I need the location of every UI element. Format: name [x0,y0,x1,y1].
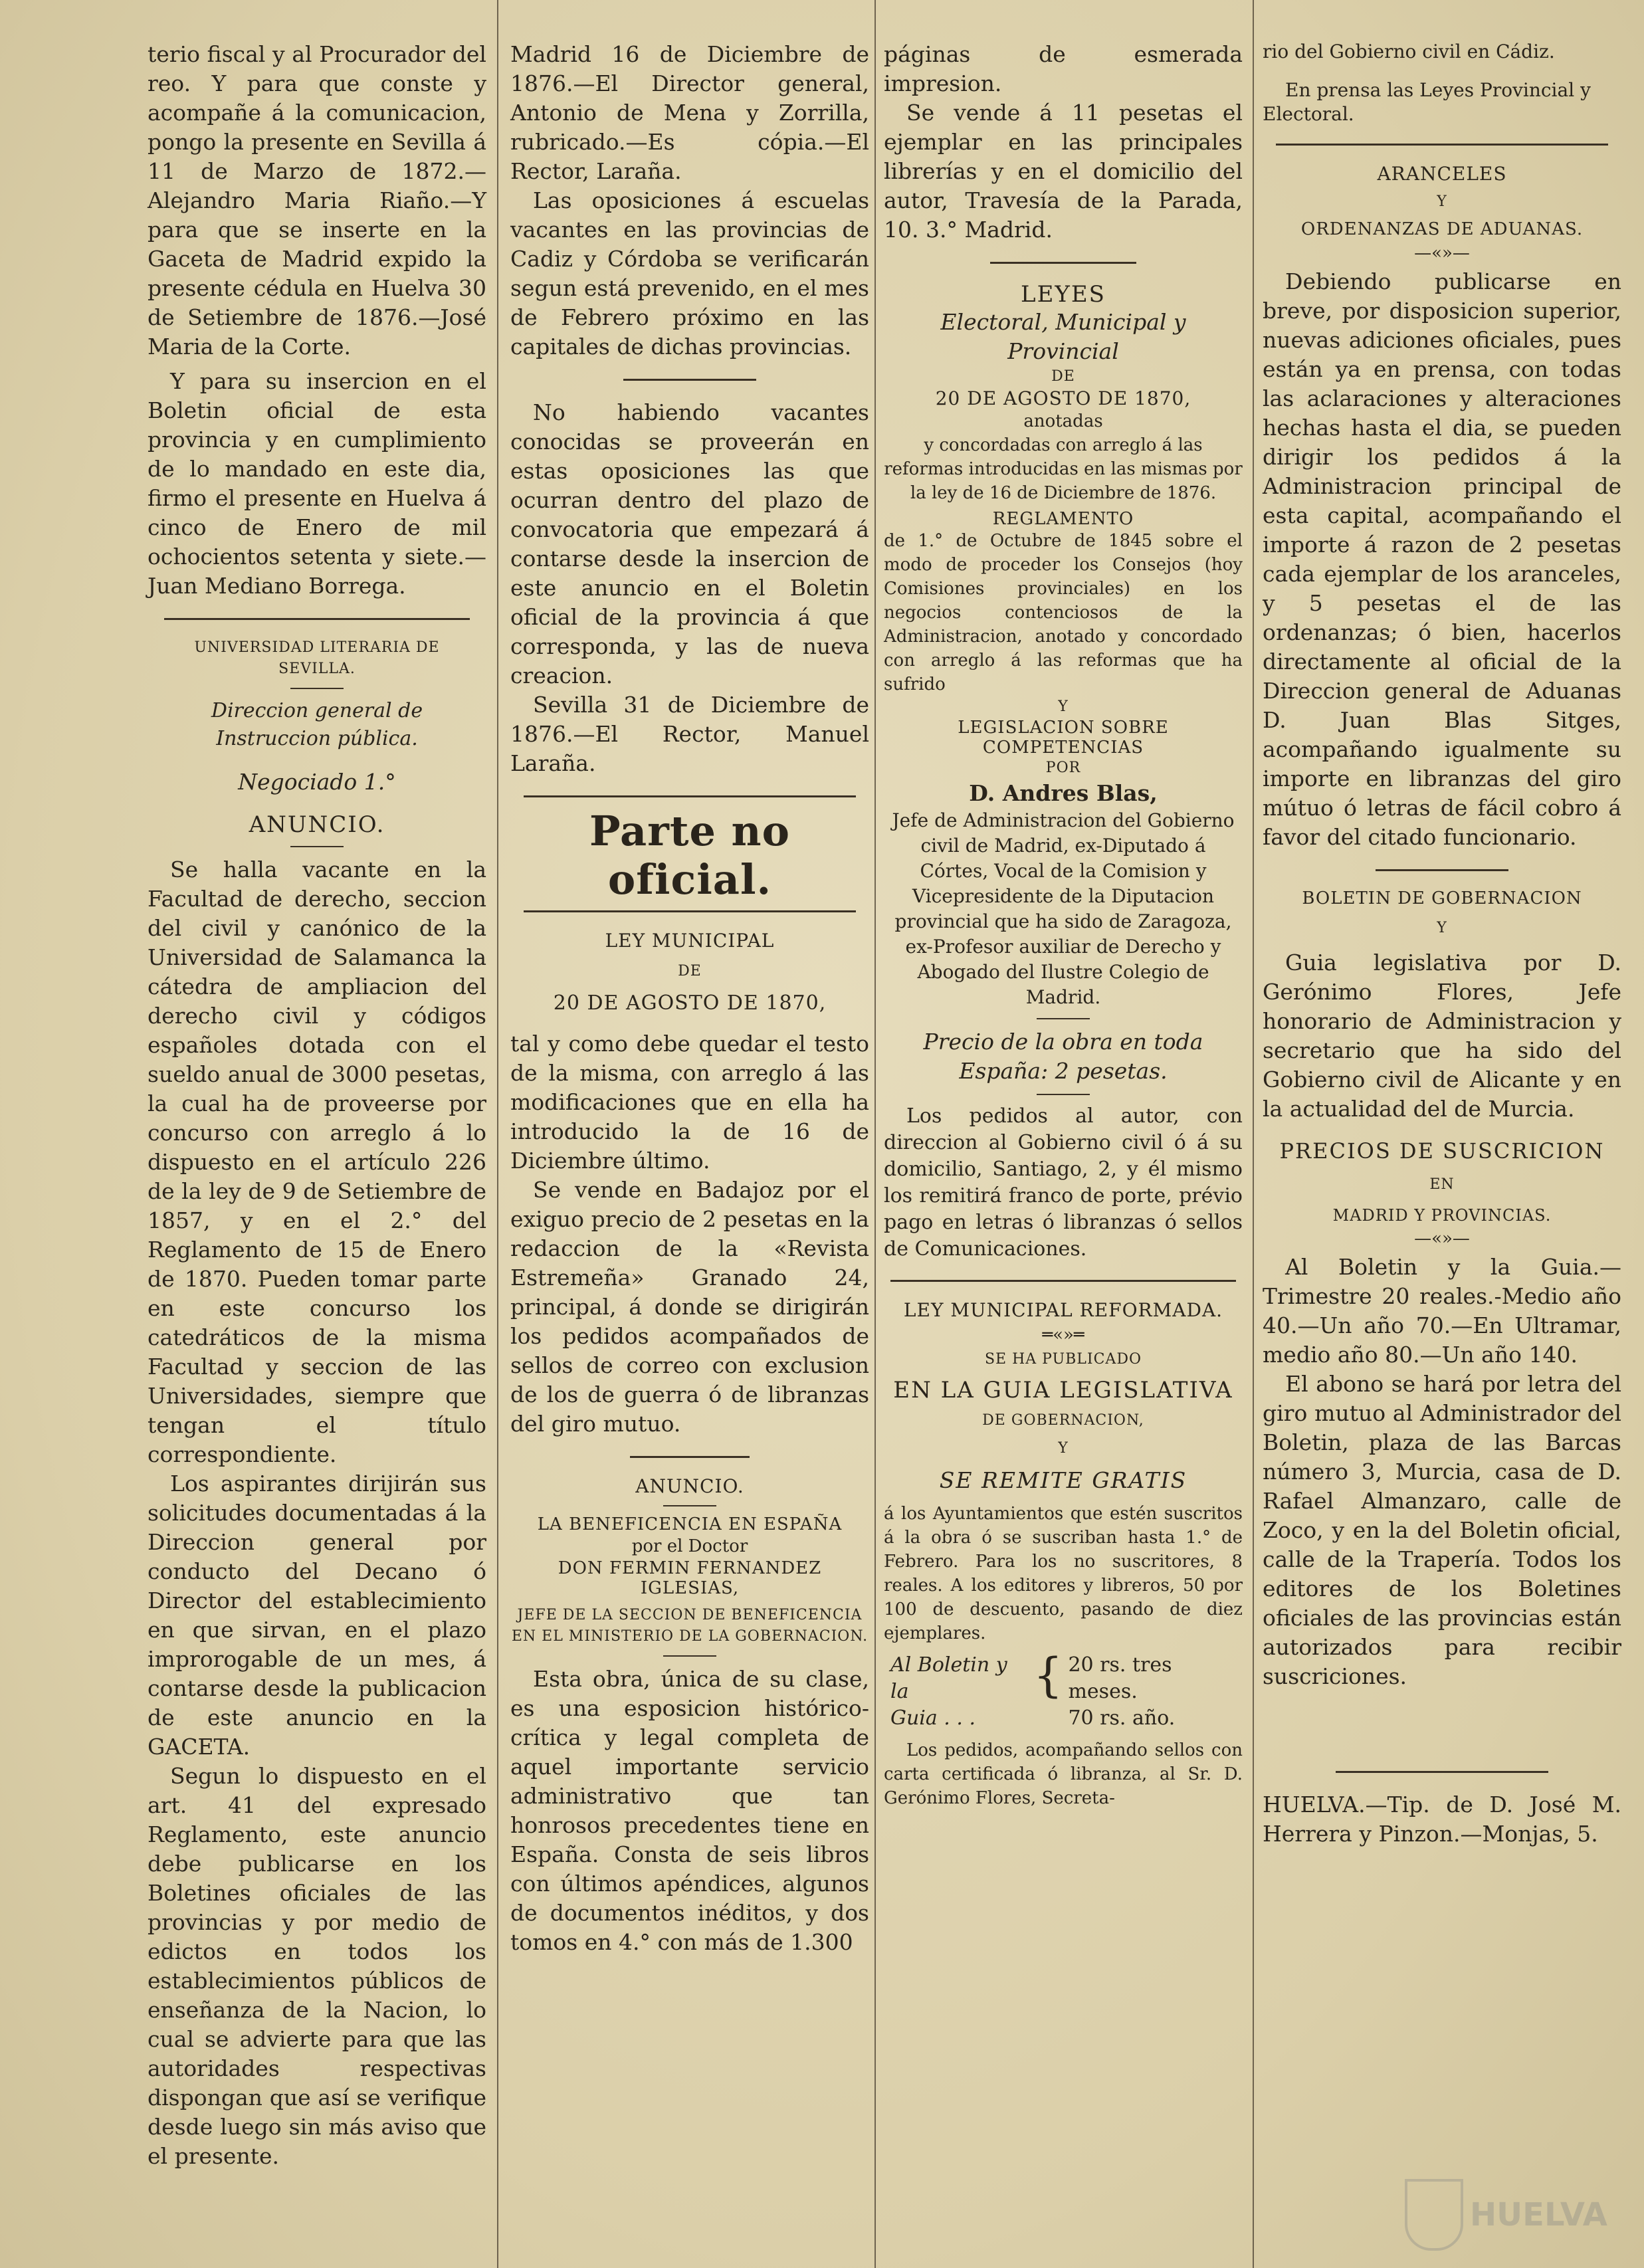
text: anotadas [1023,411,1103,431]
paragraph: Se halla vacante en la Facultad de derecho, seccion del civil y canónico de la Universidad de Salamanca la cátedra de ampliacion del derecho civil y códigos españoles dotada con el sueldo anual de 3000 pesetas, la cual ha de proveerse por concurso con arreglo á lo dispuesto en el artículo 226 de la ley de 9 de Setiembre de 1857, y en el 2.° del Reglamento de 15 de Enero de 1870. Pueden tomar parte en este concurso los catedráticos de la misma Facultad y seccion de las Universidades, siempre que tengan el título correspondiente. [148,857,486,1467]
short-rule [290,846,344,847]
column-1 [148,40,486,2171]
heading: por el Doctor [631,1536,748,1556]
heading: LA BENEFICENCIA EN ESPAÑA [537,1514,843,1534]
short-rule [1037,1018,1090,1019]
announcement-title: ANUNCIO. [249,811,385,838]
author: DON FERMIN FERNANDEZ IGLESIAS, [558,1558,822,1598]
short-rule [290,688,344,689]
paragraph: Se vende á 11 pesetas el ejemplar en las principales librerías y en el domicilio del autor, Travesía de la Parada, 10. 3.° Madrid. [884,100,1243,243]
shield-icon [1405,2179,1463,2251]
subheading: Electoral, Municipal y Provincial [940,309,1186,364]
price-label: Al Boletin y la [890,1653,1007,1703]
ornament: —«»— [1414,243,1470,263]
paragraph: á los Ayuntamientos que estén suscritos á la obra ó se suscriban hasta 1.° de Febrero. Para los no suscritores, 8 reales. A los editores y libreros, 50 por 100 de descuento, pasando de diez ejemplares. [884,1504,1243,1643]
heading: DE [678,963,702,979]
text: Y [1437,920,1447,936]
heading: DE [1051,368,1075,385]
column-rule [874,0,876,2268]
heading: REGLAMENTO [992,509,1134,529]
author-title: JEFE DE LA SECCION DE BENEFICENCIA EN EL MINISTERIO DE LA GOBERNACION. [511,1607,869,1645]
paragraph: El abono se hará por letra del giro mutuo al Administrador del Boletin, plaza de las Barcas número 3, Murcia, casa de D. Rafael Almanzaro, calle de Zoco, y en la del Boletin oficial, calle de la Trapería. Todos los editores de los Boletines oficiales de las provincias están autorizados para recibir suscriciones. [1263,1371,1621,1689]
paragraph: Se vende en Badajoz por el exiguo precio de 2 pesetas en la redaccion de la «Revista Estremeña» Granado 24, principal, á donde se dirigirán los pedidos acompañados de sellos de correo con exclusion de los de guerra ó de libranzas del giro mutuo. [510,1177,869,1437]
separator [1376,869,1508,871]
section-title: Parte no oficial. [589,807,790,904]
watermark-text: HUELVA [1470,2196,1607,2233]
text: Y [1058,1440,1069,1457]
paragraph: Madrid 16 de Diciembre de 1876.—El Director general, Antonio de Mena y Zorrilla, rubricado.—Es cópia.—El Rector, Laraña. [510,41,869,184]
column-rule [1253,0,1254,2268]
heading: MADRID Y PROVINCIAS. [1332,1206,1552,1225]
paragraph: rio del Gobierno civil en Cádiz. [1263,41,1555,62]
archive-watermark-logo [1405,2175,1617,2255]
heading: SE REMITE GRATIS [939,1467,1187,1493]
separator [890,1280,1236,1282]
ornament: —«»— [1414,1229,1470,1249]
paragraph: terio fiscal y al Procurador del reo. Y para que conste y acompañe á la comunicacion, pongo la presente en Sevilla á 11 de Marzo de 1872.—Alejandro Maria Riaño.—Y para que se inserte en la Gaceta de Madrid expido la presente cédula en Huelva 30 de Setiembre de 1876.—José Maria de la Corte. [148,41,486,360]
heading: LEYES [1021,281,1106,308]
heading: ORDENANZAS DE ADUANAS. [1300,219,1584,239]
separator [623,379,756,381]
paragraph: Y para su insercion en el Boletin oficial de esta provincia y en cumplimiento de lo mandado en este dia, firmo el presente en Huelva á cinco de Enero de mil ochocientos setenta y siete.—Juan Mediano Borrega. [148,368,486,599]
separator [1336,1771,1548,1773]
price-value: 20 rs. tres meses. [1068,1653,1172,1703]
announcement-title: ANUNCIO. [635,1475,744,1497]
price: Precio de la obra en toda España: 2 pesetas. [923,1029,1203,1084]
separator [1276,144,1608,146]
separator [630,1456,750,1458]
text: Y [1437,193,1447,210]
separator [990,262,1136,264]
imprint: HUELVA.—Tip. de D. José M. Herrera y Pinzon.—Monjas, 5. [1263,1792,1621,1847]
author-title: Jefe de Administracion del Gobierno civil de Madrid, ex-Diputado á Córtes, Vocal de la Comision y Vicepresidente de la Diputacion provincial que ha sido de Zaragoza, ex-Profesor auxiliar de Derecho y Abogado del Ilustre Colegio de Madrid. [892,809,1235,1008]
paragraph: Los aspirantes dirijirán sus solicitudes documentadas á la Direccion general por conducto del Decano ó Director del establecimiento en que sirvan, en el plazo improrogable de un mes, á contarse desde la publicacion de este anuncio en la GACETA. [148,1471,486,1760]
author: D. Andres Blas, [969,780,1158,806]
text: Y [1058,698,1069,715]
heading: EN LA GUIA LEGISLATIVA [893,1377,1233,1403]
section-heading: UNIVERSIDAD LITERARIA DE SEVILLA. [194,639,440,677]
brace: { [1033,1648,1063,1702]
paragraph: Al Boletin y la Guia.—Trimestre 20 reales.-Medio año 40.—Un año 70.—En Ultramar, medio año 80.—Un año 140. [1263,1254,1621,1368]
short-rule [663,1505,716,1506]
heading: PRECIOS DE SUSCRICION [1279,1138,1605,1164]
text: EN [1429,1176,1455,1193]
paragraph: Sevilla 31 de Diciembre de 1876.—El Rector, Manuel Laraña. [510,692,869,776]
heading: LEY MUNICIPAL REFORMADA. [903,1299,1223,1321]
price-table [890,1648,1243,1732]
paragraph: En prensa las Leyes Provincial y Electoral. [1263,79,1591,125]
text: de 1.° de Octubre de 1845 sobre el modo de proceder los Consejos (hoy Comisiones provinciales) en los negocios contenciosos de la Administracion, anotado y concordado con arreglo á las reformas que ha sufrido [884,531,1243,694]
text: POR [1045,760,1081,776]
paragraph: Segun lo dispuesto en el art. 41 del expresado Reglamento, este anuncio debe publicarse en los Boletines oficiales de las provincias y por medio de edictos en todos los establecimientos públicos de enseñanza de la Nacion, lo cual se advierte para que las autoridades respectivas dispongan que así se verifique desde luego sin más aviso que el presente. [148,1763,486,2169]
paragraph: Debiendo publicarse en breve, por disposicion superior, nuevas adiciones oficiales, pues están ya en prensa, con todas las aclaraciones y alteraciones hechas hasta el dia, se pueden dirigir los pedidos á la Administracion principal de esta capital, acompañando el importe á razon de 2 pesetas cada ejemplar de los aranceles, y 5 pesetas el de las ordenanzas; ó bien, hacerlos directamente al oficial de la Direccion general de Aduanas D. Juan Blas Sitges, acompañando igualmente su importe en libranzas del giro mútuo ó letras de fácil cobro á favor del citado funcionario. [1263,268,1621,850]
heading: LEGISLACION SOBRE COMPETENCIAS [958,718,1169,758]
column-3 [884,40,1243,1810]
column-2 [510,40,869,1957]
paragraph: Guia legislativa por D. Gerónimo Flores, Jefe honorario de Administracion y secretario que ha sido del Gobierno civil de Alicante y en la actualidad del de Murcia. [1263,950,1621,1122]
paragraph: páginas de esmerada impresion. [884,41,1243,96]
text: SE HA PUBLICADO [984,1351,1142,1368]
column-rule [497,0,498,2268]
separator [524,795,856,797]
paragraph: Los pedidos, acompañando sellos con carta certificada ó libranza, al Sr. D. Gerónimo Flores, Secreta- [884,1740,1243,1808]
heading: BOLETIN DE GOBERNACION [1302,888,1582,908]
subheading: Negociado 1.° [238,769,396,795]
subheading: Direccion general de Instruccion pública. [211,699,423,750]
separator [524,910,856,912]
text: y concordadas con arreglo á las reformas introducidas en las mismas por la ley de 16 de Diciembre de 1876. [884,435,1243,503]
paragraph: Las oposiciones á escuelas vacantes en las provincias de Cadiz y Córdoba se verificarán segun está prevenido, en el mes de Febrero próximo en las capitales de dichas provincias. [510,187,869,360]
paragraph: No habiendo vacantes conocidas se proveerán en estas oposiciones las que ocurran dentro del plazo de convocatoria que empezará á contarse desde la insercion de este anuncio en el Boletin oficial de la provincia á que corresponda, y las de nueva creacion. [510,399,869,688]
heading: 20 DE AGOSTO DE 1870, [553,991,827,1015]
heading: ARANCELES [1377,163,1507,185]
separator [164,618,470,620]
column-4 [1263,40,1621,1849]
short-rule [663,1655,716,1657]
ornament: ═«»═ [1042,1325,1084,1345]
paragraph: Esta obra, única de su clase, es una esposicion histórico-crítica y legal completa de aquel importante servicio administrativo que tan honrosos precedentes tiene en España. Consta de seis libros con últimos apéndices, algunos de documentos inéditos, y dos tomos en 4.° con más de 1.300 [510,1666,869,1955]
text: DE GOBERNACION, [982,1412,1144,1429]
price-label: Guia . . . [890,1706,976,1730]
heading: LEY MUNICIPAL [605,930,775,952]
heading: 20 DE AGOSTO DE 1870, [935,387,1191,409]
paragraph: Los pedidos al autor, con direccion al Gobierno civil ó á su domicilio, Santiago, 2, y él mismo los remitirá franco de porte, prévio pago en letras ó libranzas ó sellos de Comunicaciones. [884,1104,1243,1261]
paragraph: tal y como debe quedar el testo de la misma, con arreglo á las modificaciones que en ella ha introducido la de 16 de Diciembre último. [510,1031,869,1174]
price-value: 70 rs. año. [1068,1706,1176,1730]
short-rule [1037,1094,1090,1095]
